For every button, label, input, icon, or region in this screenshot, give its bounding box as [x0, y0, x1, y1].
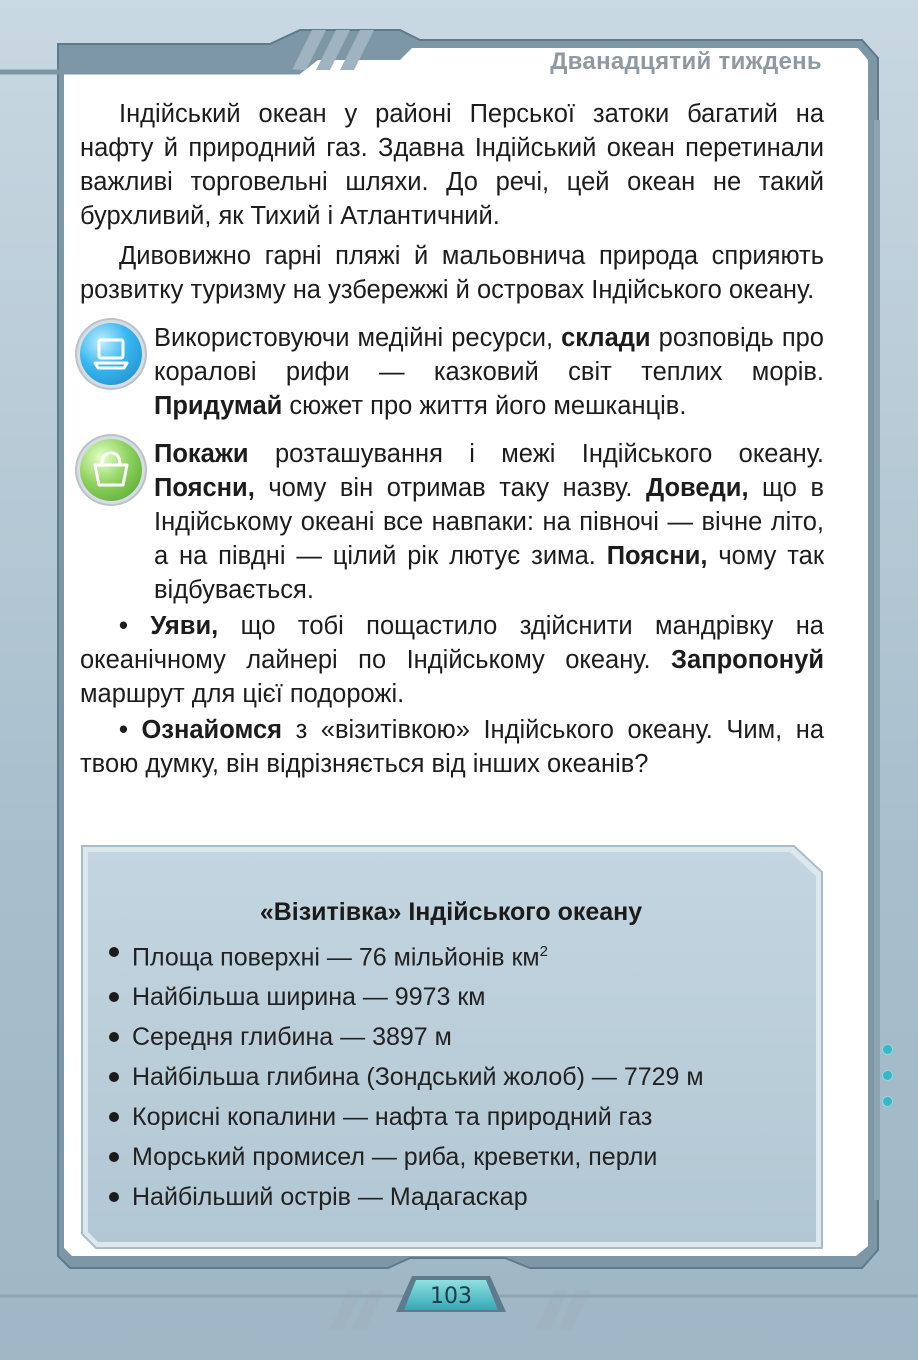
- fact-mean-depth: Середня глибина — 3897 м: [106, 1017, 704, 1057]
- fact-fishery: Морський промисел — риба, креветки, перли: [106, 1137, 704, 1177]
- ocean-card: [82, 846, 820, 1248]
- paragraph-2: Дивовижно гарні пляжі й мальовнича природа сприяють розвитку туризму на узбережжі й островах Індійського океану.: [80, 242, 824, 304]
- task2-text-1: розташування і межі Індійського океану.: [248, 440, 824, 468]
- bullet2-bold-1: Ознайомся: [141, 716, 283, 744]
- side-dot: [882, 1096, 893, 1107]
- task1-text-3: сюжет про життя його мешканців.: [282, 392, 687, 420]
- bullet1-bold-2: Запропонуй: [671, 646, 824, 674]
- card-facts-list: [106, 932, 704, 1217]
- bullet-familiarize: [80, 713, 824, 781]
- bullet1-text-1: що тобі пощастило здійснити мандрівку на океанічному лайнері по Індійському океану.: [80, 612, 824, 674]
- paragraph-1: Індійський океан у районі Перської затоки багатий на нафту й природний газ. Здавна Індійський океан перетинали важливі торговельні шляхи. До речі, цей океан не такий бурхливий, як Тихий і Атлантичний.: [80, 100, 824, 230]
- task1-bold-2: Придумай: [154, 392, 283, 420]
- page-header: Дванадцятий тиждень: [550, 48, 822, 75]
- task1-bold-1: склади: [561, 324, 651, 352]
- task2-bold-3: Доведи,: [646, 474, 749, 502]
- basket-icon: [80, 439, 142, 501]
- task2-bold-1: Покажи: [154, 440, 249, 468]
- superscript-2: 2: [539, 943, 548, 960]
- task-show-location: [80, 437, 824, 607]
- computer-icon: [80, 323, 142, 385]
- bullet1-mark: •: [119, 612, 151, 640]
- fact-minerals: Корисні копалини — нафта та природний газ: [106, 1097, 704, 1137]
- fact-width: Найбільша ширина — 9973 км: [106, 977, 704, 1017]
- task2-text-4: чому так відбувається.: [154, 542, 824, 604]
- bullet2-text-1: з «візитівкою» Індійського океану. Чим, на твою думку, він відрізняється від інших океанів?: [80, 716, 824, 778]
- task-media-resources: [80, 321, 824, 423]
- bullet1-bold-1: Уяви,: [150, 612, 219, 640]
- fact-largest-island: Найбільший острів — Мадагаскар: [106, 1177, 704, 1217]
- task2-bold-4: Поясни,: [606, 542, 708, 570]
- page-number: 103: [430, 1284, 472, 1309]
- task2-bold-2: Поясни,: [154, 474, 255, 502]
- task1-text-1: Використовуючи медійні ресурси,: [154, 324, 562, 352]
- task1-text-2: розповідь про коралові рифи — казковий світ теплих морів.: [154, 324, 824, 386]
- side-dot: [882, 1044, 893, 1055]
- fact-area-text: Площа поверхні — 76 мільйонів км: [132, 943, 540, 972]
- side-dot: [882, 1070, 893, 1081]
- task2-text-2: чому він отримав таку назву.: [254, 474, 646, 502]
- bullet2-mark: •: [119, 716, 142, 744]
- bullet1-text-2: маршрут для цієї подорожі.: [80, 680, 405, 708]
- fact-max-depth: Найбільша глибина (Зондський жолоб) — 7729 м: [106, 1057, 704, 1097]
- fact-area: [106, 932, 704, 977]
- side-dots: [882, 1044, 893, 1122]
- card-title: «Візитівка» Індійського океану: [259, 898, 643, 926]
- bullet-imagine: [80, 609, 824, 711]
- main-text: [80, 97, 824, 781]
- task2-text-3: що в Індійському океані все навпаки: на півночі — вічне літо, а на півдні — цілий рік лютує зима.: [154, 474, 825, 570]
